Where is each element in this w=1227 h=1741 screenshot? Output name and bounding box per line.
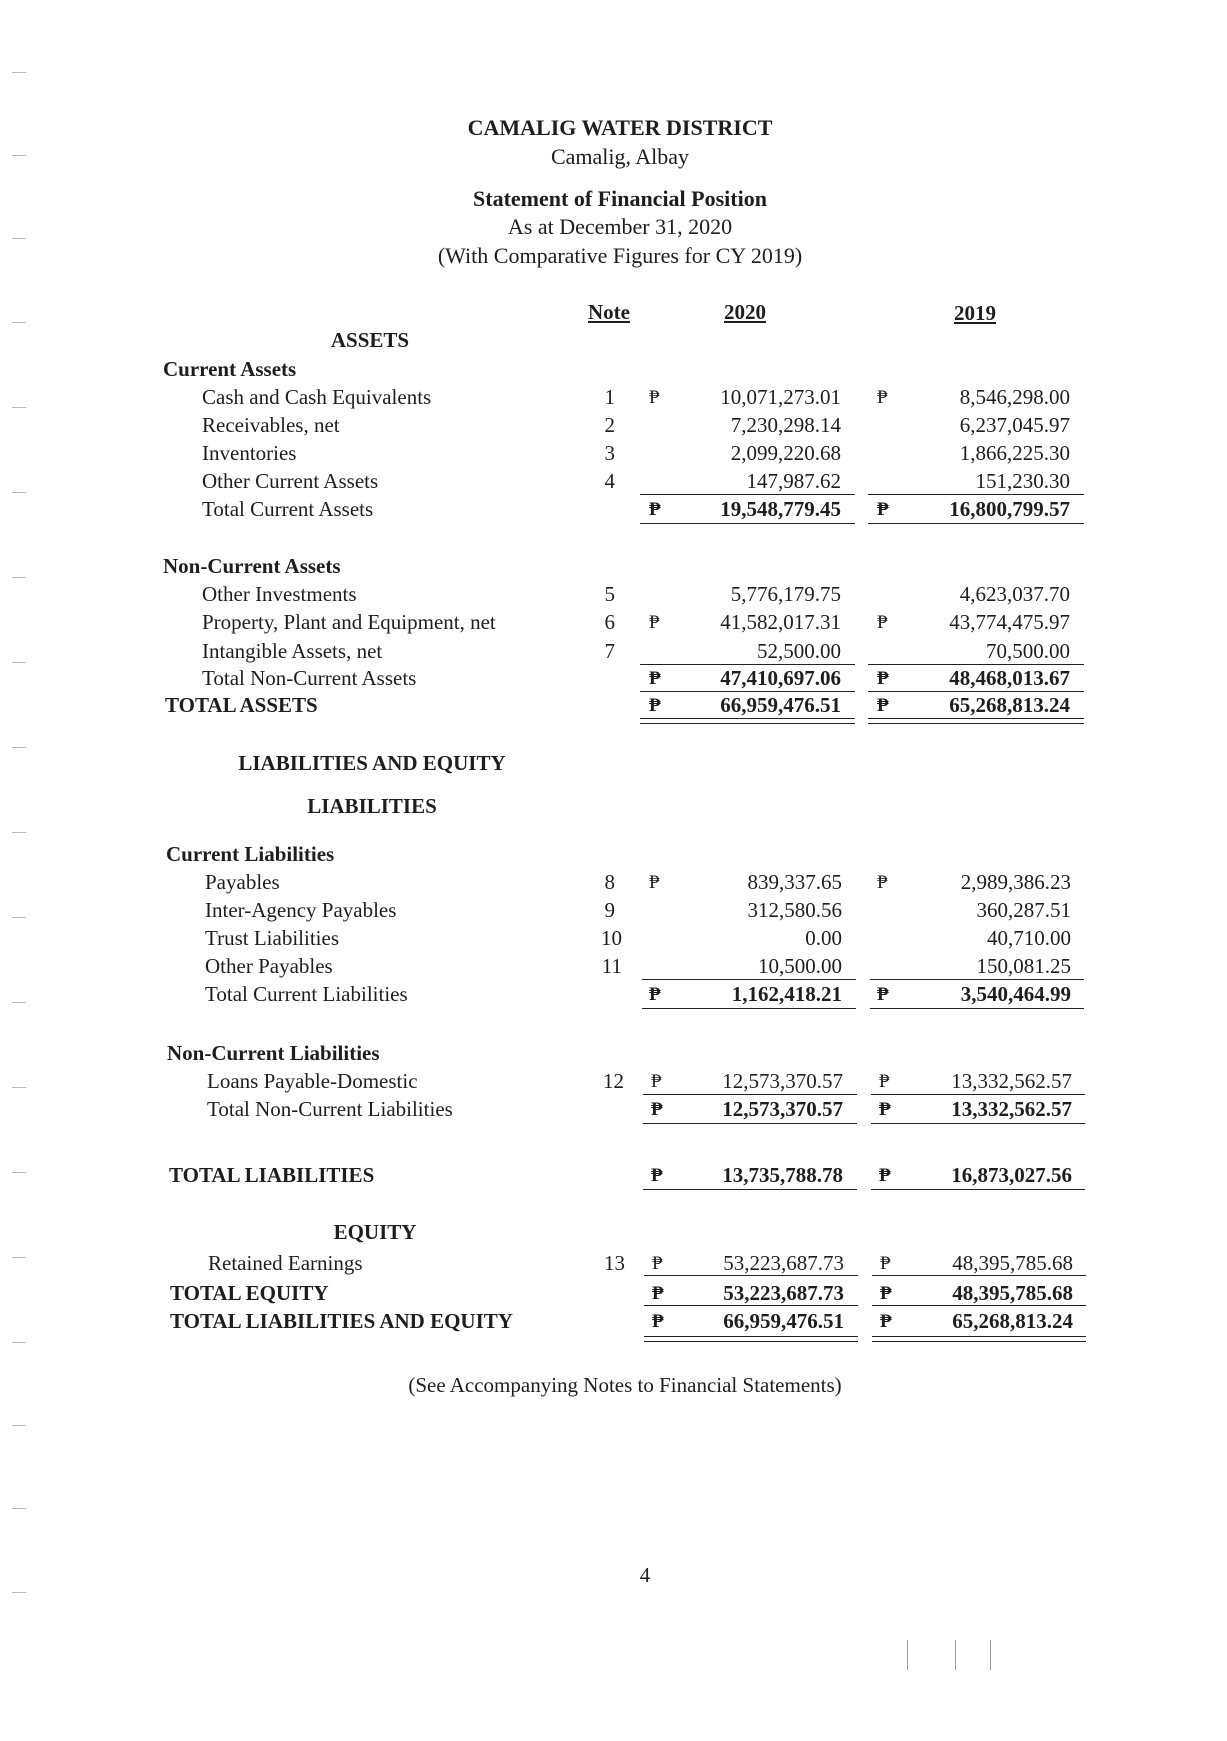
page-number: 4 (639, 1563, 651, 1587)
edge-mark (12, 1172, 26, 1173)
value-2019: 2,989,386.23 (960, 870, 1071, 894)
value-2019: 8,546,298.00 (959, 385, 1070, 409)
total-rule (642, 1008, 856, 1009)
peso-sign: ₱ (877, 872, 888, 893)
entity-name: CAMALIG WATER DISTRICT (467, 115, 773, 140)
subtotal-rule (640, 664, 855, 665)
row-note: 3 (604, 441, 615, 465)
total-equity-label: TOTAL EQUITY (170, 1281, 329, 1305)
total-rule (871, 1189, 1085, 1190)
peso-sign: ₱ (649, 387, 660, 408)
total-liabilities-label: TOTAL LIABILITIES (169, 1163, 375, 1187)
row-label: Receivables, net (202, 413, 340, 437)
edge-mark (12, 662, 26, 663)
peso-sign: ₱ (879, 1099, 891, 1120)
subtotal-rule (868, 494, 1084, 495)
value-2020: 41,582,017.31 (720, 610, 841, 634)
double-rule (640, 723, 855, 724)
row-note: 13 (604, 1251, 625, 1275)
peso-sign: ₱ (651, 1071, 662, 1092)
total-assets-label: TOTAL ASSETS (165, 693, 318, 717)
assets-heading: ASSETS (330, 328, 410, 352)
total-label: Total Current Assets (202, 497, 374, 521)
peso-sign: ₱ (652, 1311, 664, 1332)
double-rule (868, 723, 1084, 724)
value-2020: 312,580.56 (747, 898, 842, 922)
edge-mark (12, 492, 26, 493)
total-equity-2020: 53,223,687.73 (723, 1281, 844, 1305)
peso-sign: ₱ (877, 387, 888, 408)
scan-mark (907, 1640, 908, 1670)
value-2019: 4,623,037.70 (959, 582, 1070, 606)
double-rule (872, 1336, 1086, 1337)
subtotal-rule (640, 494, 855, 495)
edge-mark (12, 1425, 26, 1426)
total-label: Total Current Liabilities (205, 982, 408, 1006)
total-2019: 13,332,562.57 (951, 1097, 1072, 1121)
double-rule (868, 718, 1084, 719)
peso-sign: ₱ (880, 1253, 891, 1274)
peso-sign: ₱ (652, 1283, 664, 1304)
accompanying-notes: (See Accompanying Notes to Financial Statements) (408, 1373, 842, 1397)
value-2019: 70,500.00 (986, 639, 1070, 663)
total-2019: 48,468,013.67 (949, 666, 1070, 690)
value-2020: 52,500.00 (757, 639, 841, 663)
row-label: Payables (205, 870, 280, 894)
liabilities-heading: LIABILITIES (307, 794, 437, 818)
peso-sign: ₱ (649, 499, 661, 520)
row-note: 5 (604, 582, 615, 606)
column-header-2019: 2019 (954, 301, 996, 325)
value-2020: 7,230,298.14 (730, 413, 841, 437)
row-note: 1 (604, 385, 615, 409)
row-label: Other Current Assets (202, 469, 379, 493)
row-note: 11 (601, 954, 622, 978)
total-rule (640, 523, 855, 524)
peso-sign: ₱ (877, 668, 889, 689)
peso-sign: ₱ (649, 984, 661, 1005)
edge-mark (12, 407, 26, 408)
peso-sign: ₱ (879, 1165, 891, 1186)
statement-title: Statement of Financial Position (473, 186, 767, 211)
peso-sign: ₱ (877, 984, 889, 1005)
comparative-note: (With Comparative Figures for CY 2019) (437, 243, 803, 268)
row-note: 9 (604, 898, 615, 922)
value-2020: 10,071,273.01 (720, 385, 841, 409)
value-2019: 150,081.25 (976, 954, 1071, 978)
peso-sign: ₱ (649, 695, 661, 716)
total-liabilities-equity-2019: 65,268,813.24 (952, 1309, 1073, 1333)
row-note: 12 (603, 1069, 624, 1093)
value-2020: 839,337.65 (747, 870, 842, 894)
total-liabilities-equity-2020: 66,959,476.51 (723, 1309, 844, 1333)
value-2019: 6,237,045.97 (959, 413, 1070, 437)
peso-sign: ₱ (877, 695, 889, 716)
value-2020: 10,500.00 (758, 954, 842, 978)
edge-mark (12, 1257, 26, 1258)
value-2020: 53,223,687.73 (723, 1251, 844, 1275)
double-rule (640, 718, 855, 719)
total-2019: 16,800,799.57 (949, 497, 1070, 521)
subtotal-rule (872, 1275, 1086, 1276)
total-liabilities-2020: 13,735,788.78 (722, 1163, 843, 1187)
edge-mark (12, 1002, 26, 1003)
value-2019: 360,287.51 (976, 898, 1071, 922)
subtotal-rule (644, 1305, 858, 1306)
noncurrent-assets-heading: Non-Current Assets (163, 554, 341, 578)
peso-sign: ₱ (649, 668, 661, 689)
current-assets-heading: Current Assets (163, 357, 297, 381)
peso-sign: ₱ (651, 1165, 663, 1186)
subtotal-rule (642, 979, 856, 980)
row-label: Other Payables (205, 954, 333, 978)
edge-mark (12, 832, 26, 833)
value-2019: 1,866,225.30 (959, 441, 1070, 465)
edge-mark (12, 917, 26, 918)
current-liabilities-heading: Current Liabilities (166, 842, 335, 866)
column-header-note: Note (588, 300, 630, 324)
subtotal-rule (868, 664, 1084, 665)
value-2019: 48,395,785.68 (952, 1251, 1073, 1275)
noncurrent-liabilities-heading: Non-Current Liabilities (167, 1041, 380, 1065)
value-2019: 43,774,475.97 (949, 610, 1070, 634)
total-2020: 1,162,418.21 (731, 982, 842, 1006)
edge-mark (12, 322, 26, 323)
total-equity-2019: 48,395,785.68 (952, 1281, 1073, 1305)
row-note: 10 (601, 926, 622, 950)
peso-sign: ₱ (649, 612, 660, 633)
edge-mark (12, 155, 26, 156)
row-label: Inventories (202, 441, 297, 465)
edge-mark (12, 1087, 26, 1088)
value-2020: 147,987.62 (746, 469, 841, 493)
edge-mark (12, 1342, 26, 1343)
peso-sign: ₱ (651, 1099, 663, 1120)
total-2020: 47,410,697.06 (720, 666, 841, 690)
double-rule (644, 1336, 858, 1337)
row-label: Loans Payable-Domestic (207, 1069, 418, 1093)
edge-mark (12, 577, 26, 578)
total-assets-2020: 66,959,476.51 (720, 693, 841, 717)
subtotal-rule (870, 979, 1084, 980)
subtotal-rule (640, 691, 855, 692)
entity-location: Camalig, Albay (550, 144, 690, 169)
scan-mark (990, 1640, 991, 1670)
total-rule (871, 1123, 1085, 1124)
row-note: 4 (604, 469, 615, 493)
liabilities-equity-heading: LIABILITIES AND EQUITY (238, 751, 506, 775)
row-label: Intangible Assets, net (202, 639, 383, 663)
subtotal-rule (872, 1305, 1086, 1306)
value-2019: 40,710.00 (987, 926, 1071, 950)
peso-sign: ₱ (877, 499, 889, 520)
total-label: Total Non-Current Assets (202, 666, 417, 690)
row-note: 7 (604, 639, 615, 663)
peso-sign: ₱ (877, 612, 888, 633)
peso-sign: ₱ (649, 872, 660, 893)
edge-mark (12, 72, 26, 73)
total-rule (868, 523, 1084, 524)
row-label: Property, Plant and Equipment, net (202, 610, 496, 634)
scan-mark (955, 1640, 956, 1670)
statement-date: As at December 31, 2020 (507, 214, 733, 239)
double-rule (872, 1341, 1086, 1342)
value-2020: 12,573,370.57 (722, 1069, 843, 1093)
edge-mark (12, 238, 26, 239)
row-label: Trust Liabilities (205, 926, 339, 950)
row-label: Retained Earnings (208, 1251, 363, 1275)
row-label: Cash and Cash Equivalents (202, 385, 432, 409)
peso-sign: ₱ (880, 1283, 892, 1304)
total-assets-2019: 65,268,813.24 (949, 693, 1070, 717)
total-rule (870, 1008, 1084, 1009)
subtotal-rule (643, 1094, 857, 1095)
peso-sign: ₱ (879, 1071, 890, 1092)
row-note: 2 (604, 413, 615, 437)
edge-mark (12, 1592, 26, 1593)
total-rule (643, 1123, 857, 1124)
value-2019: 151,230.30 (975, 469, 1070, 493)
double-rule (644, 1341, 858, 1342)
row-label: Other Investments (202, 582, 357, 606)
subtotal-rule (644, 1275, 858, 1276)
column-header-2020: 2020 (724, 300, 766, 324)
total-rule (643, 1189, 857, 1190)
total-2020: 12,573,370.57 (722, 1097, 843, 1121)
subtotal-rule (871, 1094, 1085, 1095)
subtotal-rule (868, 691, 1084, 692)
value-2020: 0.00 (805, 926, 842, 950)
row-note: 8 (604, 870, 615, 894)
total-liabilities-equity-label: TOTAL LIABILITIES AND EQUITY (170, 1309, 513, 1333)
total-label: Total Non-Current Liabilities (207, 1097, 453, 1121)
row-note: 6 (604, 610, 615, 634)
total-2020: 19,548,779.45 (720, 497, 841, 521)
row-label: Inter-Agency Payables (205, 898, 397, 922)
equity-heading: EQUITY (333, 1220, 417, 1244)
value-2020: 5,776,179.75 (730, 582, 841, 606)
total-liabilities-2019: 16,873,027.56 (951, 1163, 1072, 1187)
edge-mark (12, 1508, 26, 1509)
peso-sign: ₱ (880, 1311, 892, 1332)
value-2020: 2,099,220.68 (730, 441, 841, 465)
value-2019: 13,332,562.57 (951, 1069, 1072, 1093)
edge-mark (12, 747, 26, 748)
peso-sign: ₱ (652, 1253, 663, 1274)
total-2019: 3,540,464.99 (960, 982, 1071, 1006)
